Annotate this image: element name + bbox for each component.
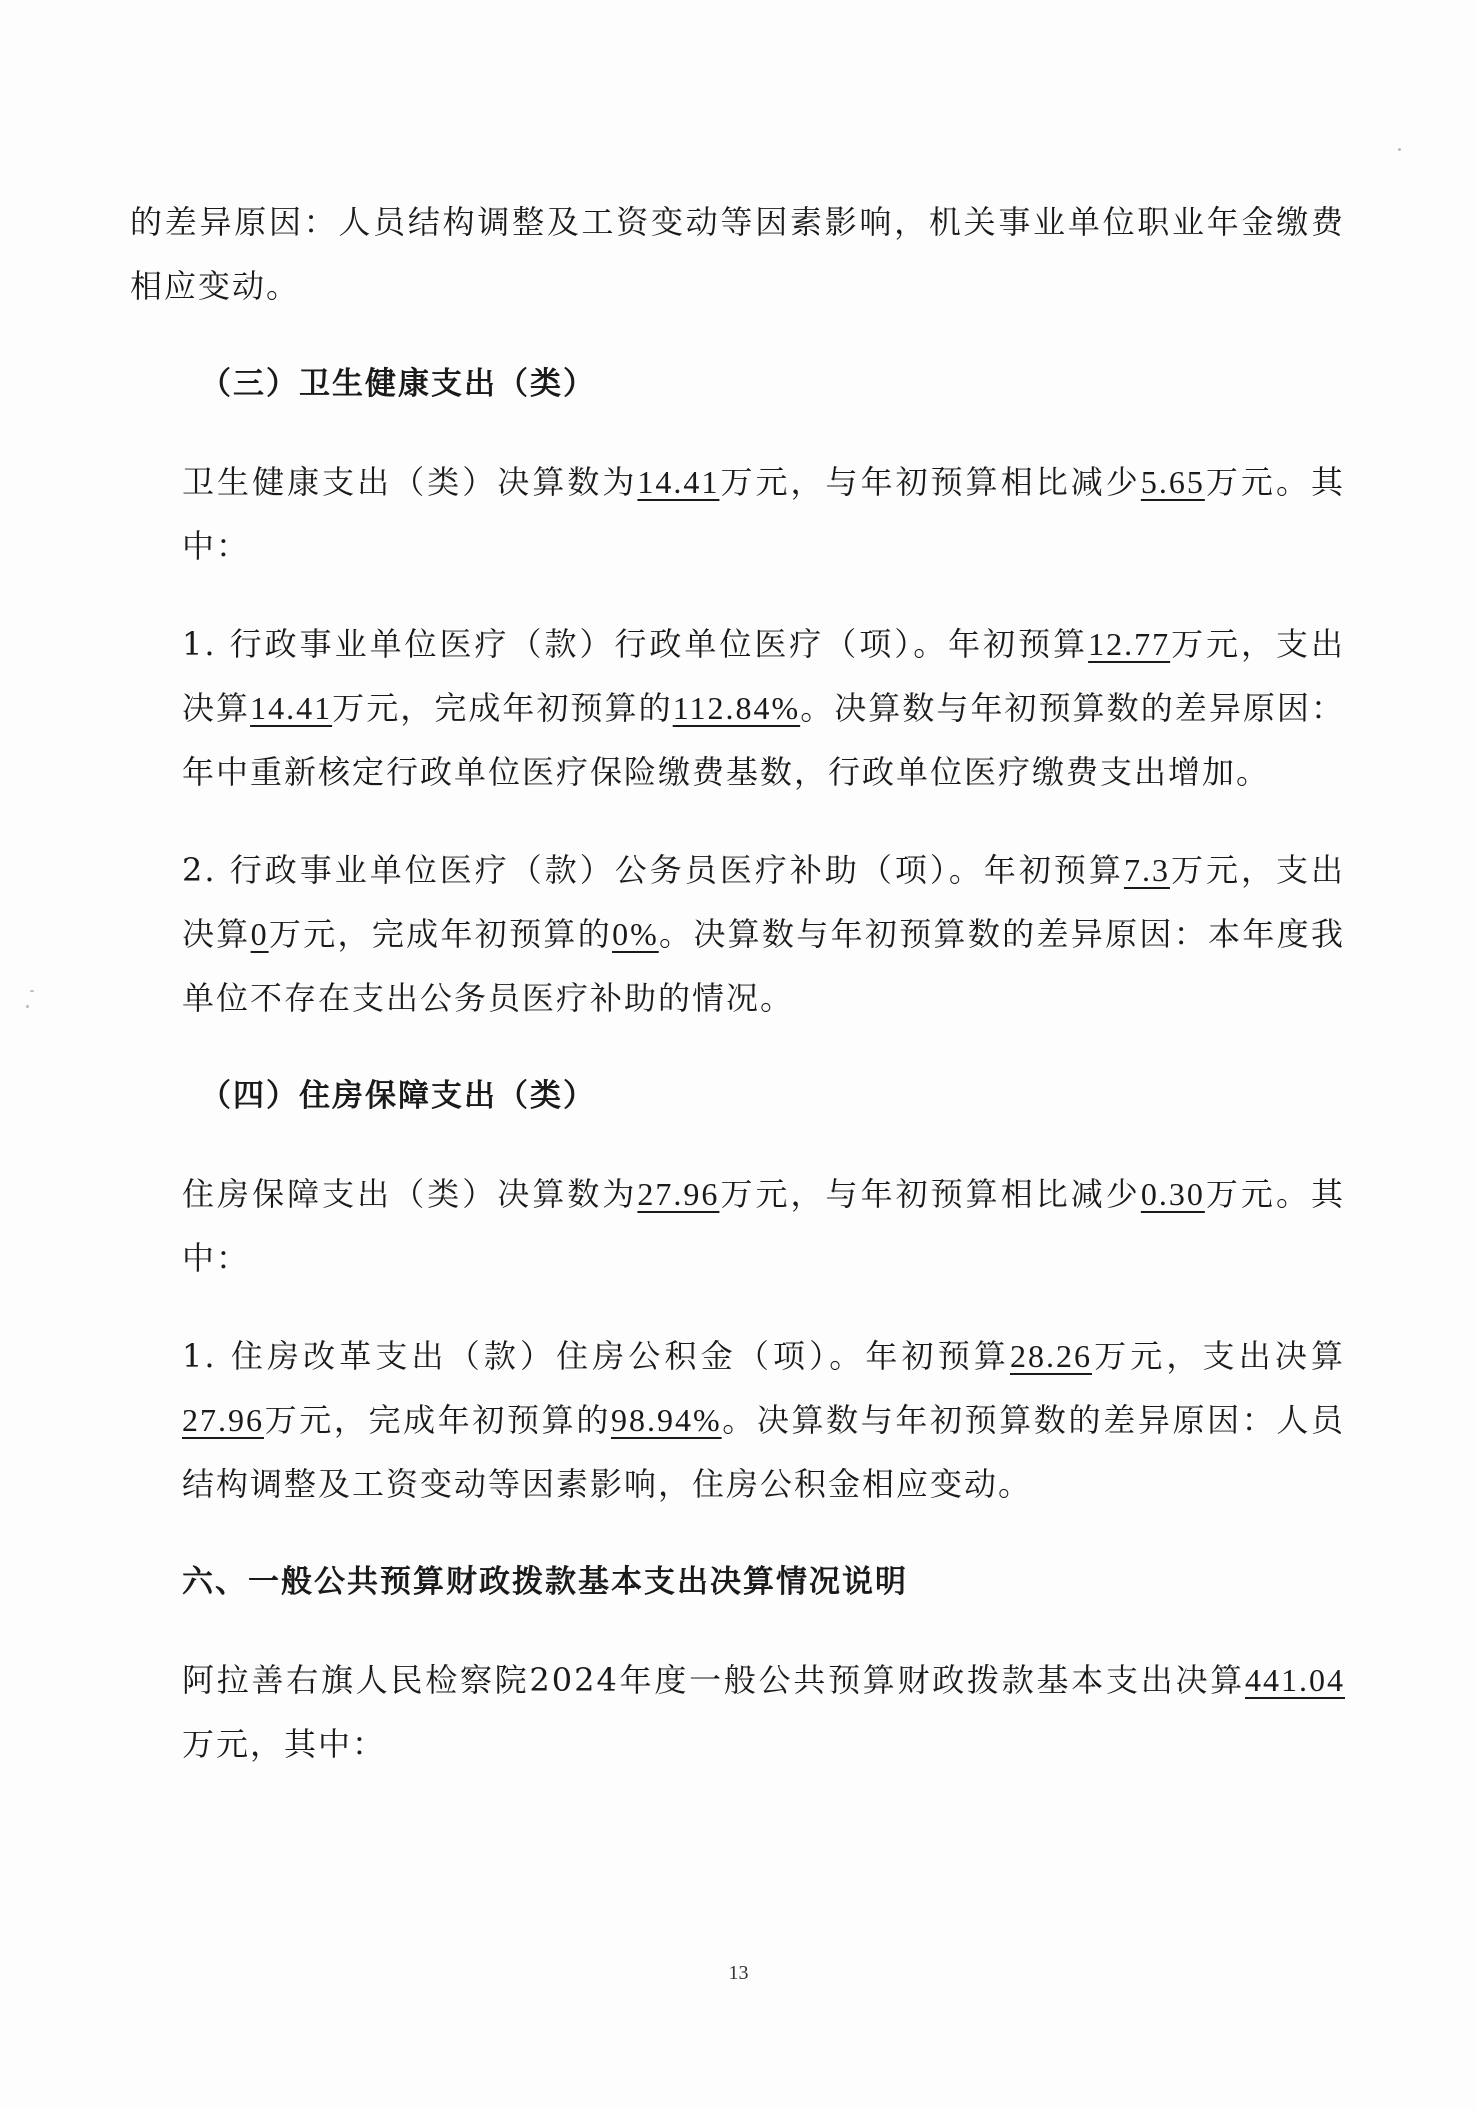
text: 万元。其中：: [182, 1175, 1345, 1277]
scan-speck: [30, 990, 34, 992]
heading-health-expenditure: （三）卫生健康支出（类）: [200, 366, 596, 402]
document-body: [130, 190, 1345, 1810]
final-value: 0: [250, 916, 269, 952]
text: 。决算数与年初预算数的差异原因：人员结构调整及工资变动等因素影响，住房公积金相应变动。: [182, 1401, 1345, 1503]
text: 。决算数与年初预算数的差异原因：年中重新核定行政单位医疗保险缴费基数，行政单位医疗缴费支出增加。: [182, 689, 1345, 791]
scan-speck: [1398, 148, 1401, 151]
heading-section-6: 六、一般公共预算财政拨款基本支出决算情况说明: [182, 1564, 908, 1600]
text: 万元。其中：: [182, 463, 1345, 565]
budget-value: 28.26: [1009, 1338, 1092, 1374]
scan-speck: [26, 1005, 29, 1008]
completion-rate: 0%: [612, 916, 659, 952]
final-value: 14.41: [250, 690, 333, 726]
text: 万元，完成年初预算的: [332, 689, 673, 727]
text: 万元，与年初预算相比减少: [719, 1175, 1141, 1213]
final-value: 27.96: [182, 1402, 264, 1438]
paragraph-pension-reason: 的差异原因：人员结构调整及工资变动等因素影响，机关事业单位职业年金缴费相应变动。: [130, 203, 1345, 305]
text: 万元，其中：: [182, 1725, 387, 1763]
paragraph-health-item-2: [130, 838, 1345, 1030]
paragraph-housing-item-1: [130, 1324, 1345, 1516]
health-decrease-value: 5.65: [1140, 464, 1205, 500]
text: 住房保障支出（类）决算数为: [182, 1175, 638, 1213]
health-final-value: 14.41: [637, 464, 720, 500]
paragraph-health-item-1: [130, 612, 1345, 804]
text: 1. 住房改革支出（款）住房公积金（项）。年初预算: [182, 1337, 1010, 1375]
page-number: 13: [728, 1962, 749, 1984]
text: 。决算数与年初预算数的差异原因：本年度我单位不存在支出公务员医疗补助的情况。: [182, 915, 1345, 1017]
text: 万元，支出决算: [182, 625, 1345, 727]
text: 1. 行政事业单位医疗（款）行政单位医疗（项）。年初预算: [182, 625, 1089, 663]
text: 万元，支出决算: [1091, 1337, 1345, 1375]
text: 2. 行政事业单位医疗（款）公务员医疗补助（项）。年初预算: [182, 851, 1124, 889]
text: 万元，与年初预算相比减少: [719, 463, 1141, 501]
completion-rate: 98.94%: [610, 1402, 722, 1438]
housing-decrease-value: 0.30: [1140, 1176, 1205, 1212]
paragraph-section-6: [130, 1648, 1345, 1776]
text: 万元，完成年初预算的: [264, 1401, 611, 1439]
text: 阿拉善右旗人民检察院2024年度一般公共预算财政拨款基本支出决算: [182, 1661, 1245, 1699]
completion-rate: 112.84%: [672, 690, 801, 726]
paragraph-health-summary: [130, 450, 1345, 578]
budget-value: 7.3: [1123, 852, 1170, 888]
text: 万元，完成年初预算的: [268, 915, 613, 953]
basic-expenditure-value: 441.04: [1245, 1662, 1345, 1698]
paragraph-housing-summary: [130, 1162, 1345, 1290]
housing-final-value: 27.96: [637, 1176, 720, 1212]
heading-housing-expenditure: （四）住房保障支出（类）: [200, 1078, 596, 1114]
text: 万元，支出决算: [182, 851, 1345, 953]
text: 卫生健康支出（类）决算数为: [182, 463, 638, 501]
budget-value: 12.77: [1088, 626, 1171, 662]
